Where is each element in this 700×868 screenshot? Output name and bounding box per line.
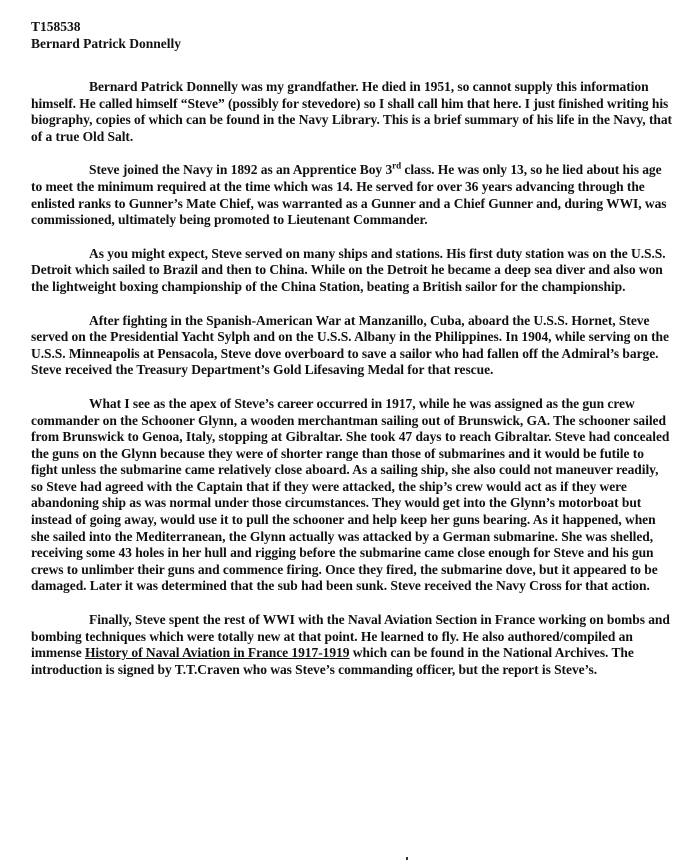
document-header xyxy=(31,18,671,52)
paragraph-enlistment xyxy=(31,162,673,228)
paragraph-enlistment-text-end: class. He was only 13, so he lied about his age to meet the minimum required at the time which was 14. He served for over 36 years advancing through the enlisted ranks to Gunner’s Mate Chief, was warranted as a Gunner and a Chief Gunner and, during WWI, was commissioned, ultimately being promoted to Lieutenant Commander. xyxy=(31,162,667,228)
paragraph-enlistment-text-start: Steve joined the Navy in 1892 as an Apprentice Boy 3 xyxy=(89,162,393,178)
ordinal-superscript: rd xyxy=(392,160,402,171)
paragraph-naval-aviation xyxy=(31,612,673,678)
paragraph-ships-stations: As you might expect, Steve served on many ships and stations. His first duty station was on the U.S.S. Detroit which sailed to Brazil and then to China. While on the Detroit he became a deep sea diver and also won the lightweight boxing championship of the China Station, beating a British sailor for the championship. xyxy=(31,245,666,294)
scan-speck xyxy=(406,857,408,860)
paragraph-intro: Bernard Patrick Donnelly was my grandfather. He died in 1951, so cannot supply this information himself. He called himself “Steve” (possibly for stevedore) so I shall call him that here. I just finished writing his biography, copies of which can be found in the Navy Library. This is a brief summary of his life in the Navy, that of a true Old Salt. xyxy=(31,79,672,144)
document-body xyxy=(31,79,673,695)
paragraph-naval-aviation-text-end: which can be found in the National Archives. The introduction is signed by T.T.Craven who was Steve’s commanding officer, but the report is Steve’s. xyxy=(31,645,634,677)
report-title-underlined: History of Naval Aviation in France 1917-1919 xyxy=(84,645,350,661)
document-subject-name: Bernard Patrick Donnelly xyxy=(31,36,181,51)
document-id: T158538 xyxy=(31,19,81,34)
paragraph-naval-aviation-text-start: Finally, Steve spent the rest of WWI with the Naval Aviation Section in France working on bombs and bombing techniques which were totally new at that point. He learned to fly. He also authored/compiled an immense xyxy=(31,612,670,661)
paragraph-spanish-american-war: After fighting in the Spanish-American War at Manzanillo, Cuba, aboard the U.S.S. Hornet, Steve served on the Presidential Yacht Sylph and on the U.S.S. Albany in the Philippines. In 1904, while serving on the U.S.S. Minneapolis at Pensacola, Steve dove overboard to save a sailor who had fallen off the Admiral’s barge. Steve received the Treasury Department’s Gold Lifesaving Medal for that rescue. xyxy=(31,312,669,378)
paragraph-schooner-glynn: What I see as the apex of Steve’s career occurred in 1917, while he was assigned as the gun crew commander on the Schooner Glynn, a wooden merchantman sailing out of Brunswick, GA. The schooner sailed from Brunswick to Genoa, Italy, stopping at Gibraltar. She took 47 days to reach Gibraltar. Steve had concealed the guns on the Glynn because they were of shorter range than those of submarines and it would be futile to fight unless the submarine came relatively close aboard. As a sailing ship, she also could not maneuver readily, so Steve had agreed with the Captain that if they were attacked, the ship’s crew would act as if they were abandoning ship as was normal under those circumstances. They would get into the Glynn’s motorboat but instead of going away, would use it to pull the schooner and help keep her guns bearing. As it happened, when she sailed into the Mediterranean, the Glynn actually was attacked by a German submarine. She was shelled, receiving some 43 holes in her hull and rigging before the submarine came close enough for Steve and his gun crews to unlimber their guns and commence firing. Once they fired, the submarine dove, but it appeared to be damaged. Later it was determined that the sub had been sunk. Steve received the Navy Cross for that action. xyxy=(31,395,670,594)
